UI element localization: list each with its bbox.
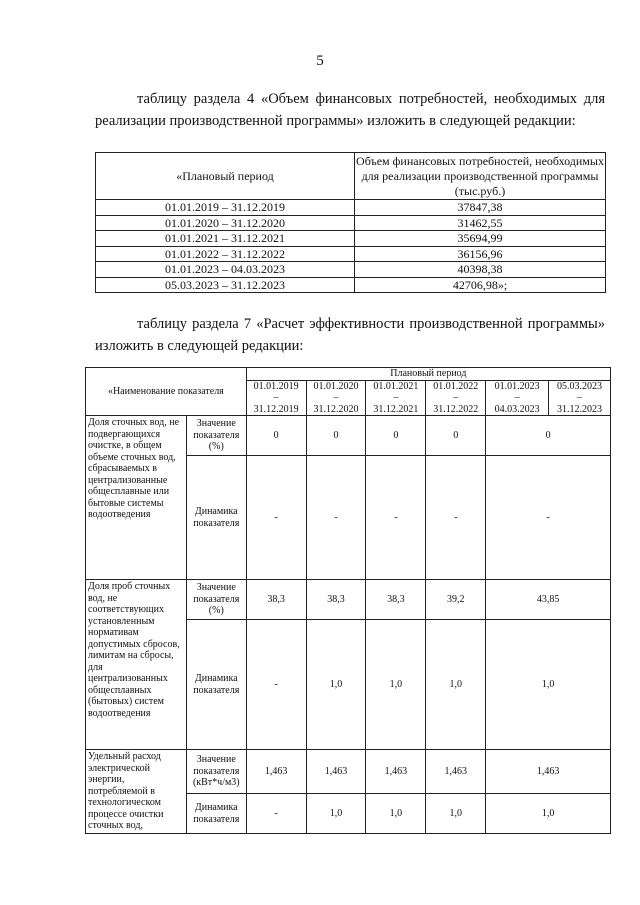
period-cell: 01.01.2021 – 31.12.2021: [96, 231, 355, 247]
dynamic-cell: -: [306, 456, 366, 580]
dynamic-cell: -: [486, 456, 611, 580]
period-header: [306, 380, 366, 416]
value-cell: 39,2: [426, 580, 486, 620]
financial-needs-table: [95, 152, 606, 293]
value-cell: 1,463: [246, 750, 306, 794]
value-label: Значение показателя (кВт*ч/м3): [186, 750, 246, 794]
period-header: [366, 380, 426, 416]
period-start: 01.01.2022: [433, 380, 479, 392]
period-start: 01.01.2020: [313, 380, 359, 392]
period-end: 31.12.2021: [373, 403, 419, 415]
period-dash: –: [393, 392, 399, 403]
period-cell: 05.03.2023 – 31.12.2023: [96, 277, 355, 293]
value-cell: 1,463: [366, 750, 426, 794]
period-header: [426, 380, 486, 416]
value-cell: 0: [426, 416, 486, 456]
table-row: [86, 580, 611, 620]
dynamic-cell: -: [246, 794, 306, 834]
value-cell: 0: [246, 416, 306, 456]
dynamic-cell: 1,0: [426, 794, 486, 834]
program-efficiency-table: [85, 367, 611, 834]
period-cell: 01.01.2022 – 31.12.2022: [96, 246, 355, 262]
period-start: 01.01.2023: [494, 380, 540, 392]
period-header: [246, 380, 306, 416]
dynamic-cell: 1,0: [306, 794, 366, 834]
table-row: [96, 200, 606, 216]
table-row: [96, 262, 606, 278]
table-row: [96, 277, 606, 293]
value-cell: 0: [366, 416, 426, 456]
dynamic-label: Динамика показателя: [186, 620, 246, 750]
period-cell: 01.01.2023 – 04.03.2023: [96, 262, 355, 278]
amount-cell: 31462,55: [355, 215, 606, 231]
paragraph-table4-intro: [95, 88, 605, 132]
period-start: 01.01.2019: [253, 380, 299, 392]
value-cell: 1,463: [426, 750, 486, 794]
dynamic-cell: 1,0: [486, 620, 611, 750]
period-dash: –: [273, 392, 279, 403]
dynamic-label: Динамика показателя: [186, 794, 246, 834]
period-header: [486, 380, 549, 416]
header-planned-period: Плановый период: [246, 368, 610, 381]
period-dash: –: [333, 392, 339, 403]
value-cell: 0: [306, 416, 366, 456]
value-cell: 1,463: [306, 750, 366, 794]
value-cell: 0: [486, 416, 611, 456]
period-start: 01.01.2021: [373, 380, 419, 392]
dynamic-cell: -: [246, 456, 306, 580]
value-cell: 38,3: [366, 580, 426, 620]
period-dash: –: [453, 392, 459, 403]
dynamic-cell: 1,0: [306, 620, 366, 750]
dynamic-cell: 1,0: [366, 620, 426, 750]
period-end: 31.12.2020: [313, 403, 359, 415]
dynamic-cell: 1,0: [426, 620, 486, 750]
value-cell: 38,3: [246, 580, 306, 620]
period-cell: 01.01.2019 – 31.12.2019: [96, 200, 355, 216]
header-financial-needs: Объем финансовых потребностей, необходимых для реализации производственной программы (тыс.руб.): [356, 153, 604, 198]
period-start: 05.03.2023: [557, 380, 603, 392]
paragraph-table7-intro: [95, 313, 605, 357]
header-planned-period: «Плановый период: [96, 153, 355, 200]
header-indicator-name: «Наименование показателя: [86, 368, 247, 416]
table-row: [86, 416, 611, 456]
period-end: 31.12.2022: [433, 403, 479, 415]
dynamic-label: Динамика показателя: [186, 456, 246, 580]
amount-cell: 35694,99: [355, 231, 606, 247]
value-cell: 38,3: [306, 580, 366, 620]
amount-cell: 40398,38: [355, 262, 606, 278]
table-row: [96, 246, 606, 262]
page-number: 5: [316, 53, 324, 69]
indicator-name: Доля проб сточных вод, не соответствующих установленным нормативам допустимых сбросов, лимитам на сбросы, для централизованных общесплавных (бытовых) систем водоотведения: [86, 580, 187, 750]
indicator-name: Доля сточных вод, не подвергающихся очистке, в общем объеме сточных вод, сбрасываемых в централизованные общесплавные или бытовые системы водоотведения: [86, 416, 187, 580]
dynamic-cell: 1,0: [486, 794, 611, 834]
indicator-name: Удельный расход электрической энергии, потребляемой в технологическом процессе очистки сточных вод,: [86, 750, 187, 834]
period-end: 31.12.2019: [253, 403, 299, 415]
value-cell: 43,85: [486, 580, 611, 620]
table-row: [86, 750, 611, 794]
dynamic-cell: -: [426, 456, 486, 580]
period-header: [549, 380, 611, 416]
amount-cell: 36156,96: [355, 246, 606, 262]
dynamic-cell: 1,0: [366, 794, 426, 834]
period-end: 04.03.2023: [494, 403, 540, 415]
table-row: [96, 215, 606, 231]
table-row: [96, 231, 606, 247]
period-dash: –: [577, 392, 583, 403]
paragraph-text: таблицу раздела 4 «Объем финансовых потребностей, необходимых для реализации производственной программы» изложить в следующей редакции:: [95, 91, 605, 129]
dynamic-cell: -: [366, 456, 426, 580]
period-dash: –: [514, 392, 520, 403]
value-label: Значение показателя (%): [186, 580, 246, 620]
value-label: Значение показателя (%): [186, 416, 246, 456]
paragraph-text: таблицу раздела 7 «Расчет эффективности производственной программы» изложить в следующей редакции:: [95, 316, 605, 354]
value-cell: 1,463: [486, 750, 611, 794]
dynamic-cell: -: [246, 620, 306, 750]
period-end: 31.12.2023: [557, 403, 603, 415]
amount-cell: 37847,38: [355, 200, 606, 216]
period-cell: 01.01.2020 – 31.12.2020: [96, 215, 355, 231]
amount-cell: 42706,98»;: [355, 277, 606, 293]
